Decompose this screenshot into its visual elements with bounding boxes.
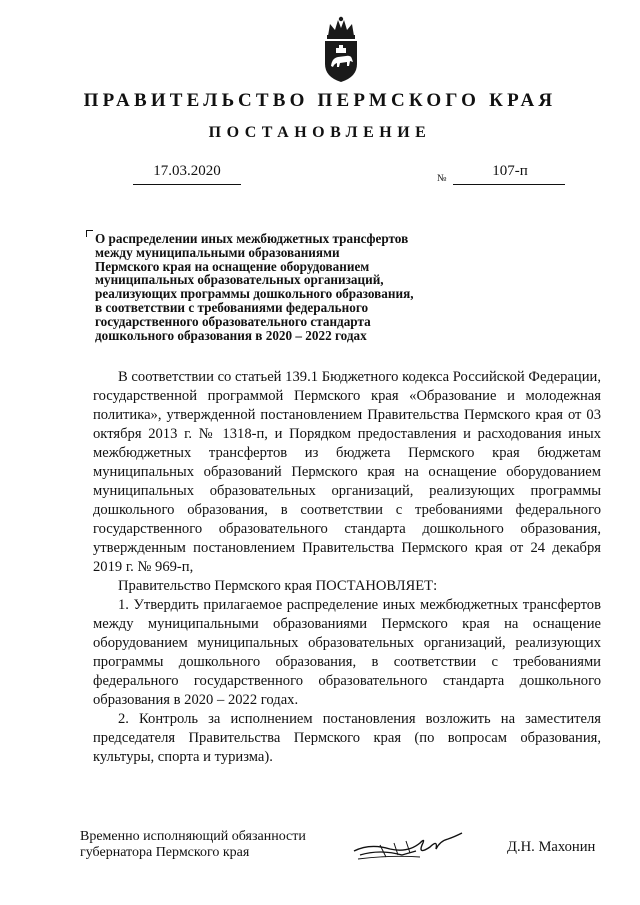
document-body — [93, 368, 601, 767]
subject-line: государственного образовательного стандарта — [95, 313, 371, 329]
subject-line: муниципальных образовательных организаций, — [95, 272, 384, 288]
number-sign: № — [437, 173, 447, 184]
body-paragraph: 2. Контроль за исполнением постановления возложить на заместителя председателя Правительства Пермского края (по вопросам образования, культуры, спорта и туризма). — [93, 711, 601, 765]
document-subject — [95, 232, 515, 342]
signer-position-line: Временно исполняющий обязанности — [80, 829, 306, 844]
handwritten-signature-icon — [350, 825, 468, 863]
number-underline — [453, 184, 565, 185]
subject-line: дошкольного образования в 2020 – 2022 годах — [95, 327, 367, 343]
coat-of-arms-icon — [318, 14, 364, 84]
subject-line: в соответствии с требованиями федерального — [95, 299, 369, 315]
signer-position-line: губернатора Пермского края — [80, 845, 250, 860]
subject-corner-mark — [86, 230, 93, 237]
document-type: ПОСТАНОВЛЕНИЕ — [208, 124, 432, 141]
government-title: ПРАВИТЕЛЬСТВО ПЕРМСКОГО КРАЯ — [83, 90, 557, 111]
document-number: 107-п — [492, 163, 528, 179]
subject-line: реализующих программы дошкольного образования, — [95, 286, 414, 302]
body-paragraph: 1. Утвердить прилагаемое распределение иных межбюджетных трансфертов между муниципальными образованиями Пермского края на оснащение оборудованием муниципальных образовательных организаций, реализующих программы дошкольного образования, в соответствии с требованиями федерального государственного образовательного стандарта дошкольного образования в 2020 – 2022 годах. — [93, 597, 601, 708]
date-underline — [133, 184, 241, 185]
subject-line: О распределении иных межбюджетных трансфертов — [95, 231, 409, 246]
subject-line: между муниципальными образованиями — [95, 244, 340, 260]
subject-line: Пермского края на оснащение оборудованием — [95, 258, 370, 274]
signer-position — [80, 829, 306, 861]
body-paragraph: В соответствии со статьей 139.1 Бюджетного кодекса Российской Федерации, государственной программой Пермского края «Образование и молодежная политика», утвержденной постановлением Правительства Пермского края от 03 октября 2013 г. № 1318-п, и Порядком предоставления и расходования иных межбюджетных трансфертов из бюджета Пермского края бюджетам муниципальных образований Пермского края на оснащение оборудованием муниципальных образовательных организаций, реализующих программы дошкольного образования, в соответствии с требованиями федерального государственного образовательного стандарта дошкольного образования, утвержденным постановлением Правительства Пермского края от 24 декабря 2019 г. № 969-п, — [93, 369, 601, 575]
body-paragraph: Правительство Пермского края ПОСТАНОВЛЯЕТ: — [118, 578, 438, 594]
document-date: 17.03.2020 — [153, 163, 221, 179]
signer-name: Д.Н. Махонин — [507, 839, 596, 855]
